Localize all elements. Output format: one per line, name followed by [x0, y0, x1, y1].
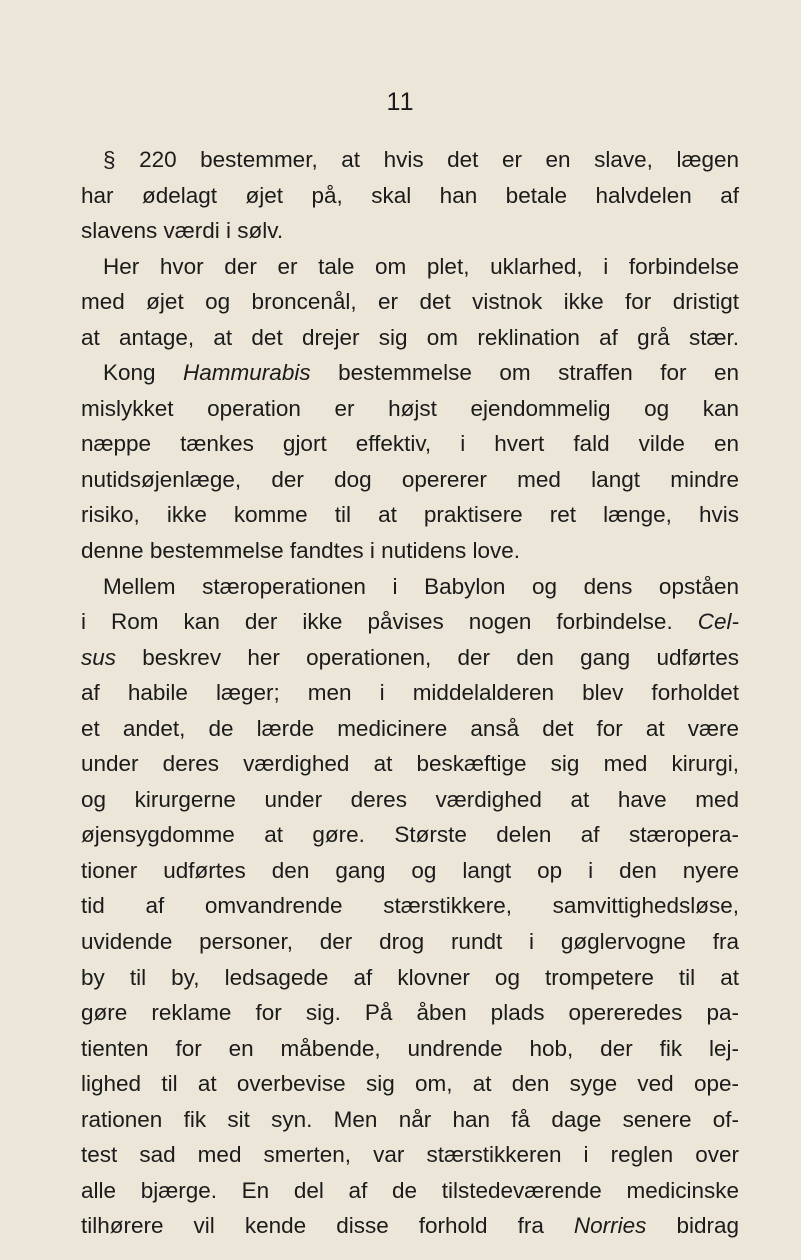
- text-line: uvidende personer, der drog rundt i gøglervogne fra: [81, 929, 739, 955]
- text-span: beskrev her operationen, der den gang udførtes: [116, 644, 739, 670]
- text-line: tid af omvandrende stærstikkere, samvittighedsløse,: [81, 893, 739, 919]
- text-line: § 220 bestemmer, at hvis det er en slave, lægen: [103, 147, 739, 172]
- text-line: mislykket operation er højst ejendommelig og kan: [81, 395, 739, 421]
- text-span: i Rom kan der ikke påvises nogen forbindelse.: [81, 609, 698, 635]
- text-line: øjensygdomme at gøre. Største delen af stæropera-: [81, 822, 739, 848]
- text-line: denne bestemmelse fandtes i nutidens love.: [81, 538, 521, 564]
- text-line: af habile læger; men i middelalderen blev forholdet: [81, 680, 739, 706]
- text-span: bestemmelse om straffen for en: [310, 360, 739, 386]
- italic-name: Hammurabis: [183, 360, 311, 386]
- text-line: med øjet og broncenål, er det vistnok ikke for dristigt: [81, 289, 739, 315]
- body-text: [81, 142, 739, 1244]
- text-line: nutidsøjenlæge, der dog opererer med langt mindre: [81, 466, 739, 492]
- text-line: rationen fik sit syn. Men når han få dage senere of-: [81, 1106, 739, 1132]
- text-span: Kong: [103, 360, 184, 386]
- text-line: test sad med smerten, var stærstikkeren i reglen over: [81, 1142, 739, 1168]
- italic-name: Cel-: [697, 609, 739, 635]
- text-line: [81, 355, 739, 391]
- text-line: at antage, at det drejer sig om reklination af grå stær.: [81, 324, 739, 350]
- text-line: tienten for en måbende, undrende hob, der fik lej-: [81, 1035, 739, 1061]
- italic-name: sus: [81, 644, 117, 670]
- text-line: næppe tænkes gjort effektiv, i hvert fald vilde en: [81, 431, 739, 457]
- text-line: by til by, ledsagede af klovner og trompetere til at: [81, 964, 739, 990]
- text-line: [81, 604, 739, 640]
- text-line: Her hvor der er tale om plet, uklarhed, i forbindelse: [103, 253, 739, 279]
- page-number: 11: [386, 88, 415, 116]
- text-line: slavens værdi i sølv.: [81, 218, 284, 244]
- text-line: risiko, ikke komme til at praktisere ret længe, hvis: [81, 502, 739, 528]
- italic-name: Norries: [573, 1213, 647, 1239]
- text-line: [81, 640, 739, 676]
- text-line: gøre reklame for sig. På åben plads opereredes pa-: [81, 1000, 739, 1026]
- text-line: [81, 1208, 739, 1244]
- text-line: har ødelagt øjet på, skal han betale halvdelen af: [81, 182, 739, 208]
- text-line: under deres værdighed at beskæftige sig med kirurgi,: [81, 751, 739, 777]
- text-line: et andet, de lærde medicinere anså det for at være: [81, 715, 739, 741]
- text-line: lighed til at overbevise sig om, at den syge ved ope-: [81, 1071, 739, 1097]
- text-span: tilhørere vil kende disse forhold fra: [81, 1213, 574, 1239]
- text-line: og kirurgerne under deres værdighed at have med: [81, 786, 739, 812]
- text-span: bidrag: [646, 1213, 740, 1239]
- text-line: Mellem stæroperationen i Babylon og dens opståen: [103, 573, 739, 599]
- text-line: tioner udførtes den gang og langt op i den nyere: [81, 857, 739, 883]
- text-line: alle bjærge. En del af de tilstedeværende medicinske: [81, 1177, 739, 1203]
